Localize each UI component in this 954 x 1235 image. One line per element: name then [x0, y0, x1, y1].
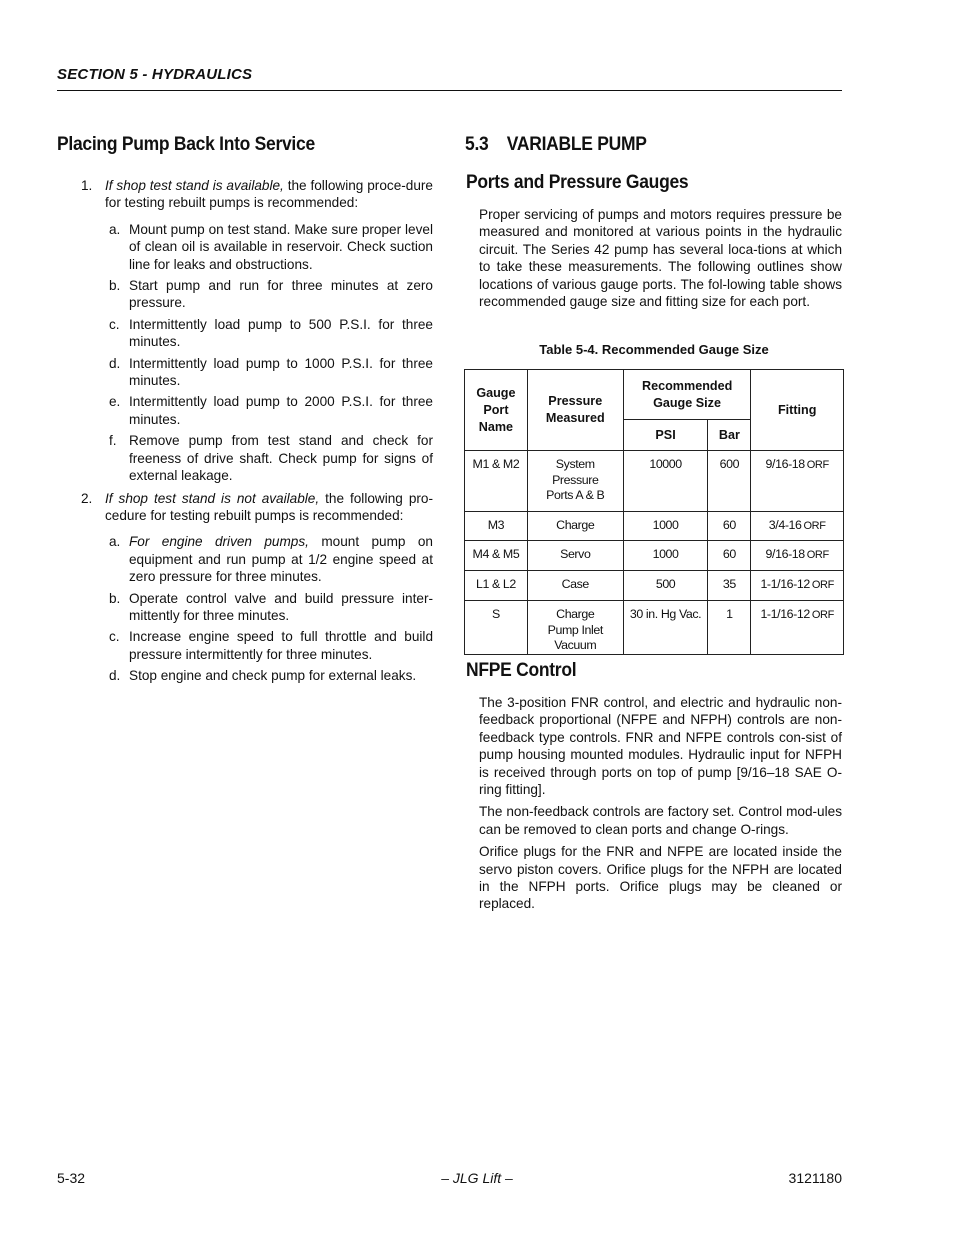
header-pressure: Pressure Measured	[527, 370, 623, 451]
item-number: 1.	[81, 178, 93, 193]
cell-pressure: System Pressure Ports A & B	[527, 451, 623, 512]
sub-item	[57, 590, 433, 625]
sub-item	[57, 316, 433, 351]
cell-pressure: Charge	[527, 512, 623, 541]
sub-letter: d.	[109, 668, 121, 684]
cell-fitting: 1-1/16-12 ORF	[751, 601, 844, 655]
sub-lead: For engine driven pumps,	[129, 534, 309, 550]
sub-letter: c.	[109, 316, 120, 332]
sub-item	[57, 432, 433, 484]
sub-text: Start pump and run for three minutes at zero pressure.	[129, 278, 433, 311]
gauge-table	[464, 369, 844, 655]
cell-pressure: Case	[527, 571, 623, 601]
cell-psi: 1000	[623, 541, 708, 571]
cell-port: M3	[465, 512, 528, 541]
header-psi: PSI	[623, 420, 708, 451]
header-bar: Bar	[708, 420, 751, 451]
header-recommended: Recommended Gauge Size	[623, 370, 751, 420]
cell-psi: 1000	[623, 512, 708, 541]
cell-fitting: 9/16-18 ORF	[751, 541, 844, 571]
table-row	[465, 601, 844, 655]
table-row	[465, 451, 844, 512]
table-caption: Table 5-4. Recommended Gauge Size	[539, 342, 769, 357]
sub-text: Stop engine and check pump for external leaks.	[129, 668, 417, 684]
cell-pressure: Servo	[527, 541, 623, 571]
table-row	[465, 541, 844, 571]
sub-letter: b.	[109, 278, 121, 294]
sub-text: Mount pump on test stand. Make sure proper level of clean oil is available in reservoir. Check suction line for leaks and obstructions.	[129, 221, 433, 272]
cell-bar: 35	[708, 571, 751, 601]
list-item-1	[57, 177, 433, 212]
nfpe-paragraph: The 3-position FNR control, and electric and hydraulic non-feedback proportional (NFPE and NFPH) controls are non-feedback type controls. FNR and NFPE controls con-sist of pump housing mounted modules. Hydraulic input for NFPH is received through ports on top of pump [9/16–18 SAE O-ring fitting].	[479, 695, 842, 798]
cell-fitting: 1-1/16-12 ORF	[751, 571, 844, 601]
cell-psi: 10000	[623, 451, 708, 512]
sub-item	[57, 355, 433, 390]
sub-letter: e.	[109, 394, 121, 410]
header-port: Gauge Port Name	[465, 370, 528, 451]
cell-port: M4 & M5	[465, 541, 528, 571]
sub-text: Increase engine speed to full throttle and build pressure intermittently for three minutes.	[129, 629, 433, 662]
heading-ports-gauges: Ports and Pressure Gauges	[466, 172, 689, 193]
item-lead: If shop test stand is not available,	[105, 490, 320, 506]
sub-letter: f.	[109, 433, 117, 449]
cell-bar: 600	[708, 451, 751, 512]
item-lead: If shop test stand is available,	[105, 178, 284, 193]
header-rule	[57, 90, 842, 91]
nfpe-paragraph: The non-feedback controls are factory set. Control mod-ules can be removed to clean ports and change O-rings.	[479, 804, 842, 837]
section-header: SECTION 5 - HYDRAULICS	[57, 66, 253, 83]
cell-fitting: 3/4-16 ORF	[751, 512, 844, 541]
sub-item	[57, 533, 433, 585]
sub-letter: a.	[109, 534, 121, 550]
sub-text: Intermittently load pump to 2000 P.S.I. for three minutes.	[129, 394, 433, 427]
cell-psi: 30 in. Hg Vac.	[623, 601, 708, 655]
item-number: 2.	[81, 490, 93, 506]
sub-letter: a.	[109, 221, 121, 237]
nfpe-paragraph: Orifice plugs for the FNR and NFPE are located inside the servo piston covers. Orifice plugs for the NFPH are located in the NFPH ports. Orifice plugs may be cleaned or replaced.	[479, 844, 842, 912]
cell-fitting: 9/16-18 ORF	[751, 451, 844, 512]
table-body	[465, 451, 844, 655]
sub-letter: d.	[109, 355, 121, 371]
heading-placing-pump: Placing Pump Back Into Service	[57, 134, 315, 155]
footer-brand: – JLG Lift –	[441, 1170, 513, 1186]
sub-text: Intermittently load pump to 1000 P.S.I. for three minutes.	[129, 355, 433, 389]
sub-item	[57, 628, 433, 663]
cell-pressure: Charge Pump Inlet Vacuum	[527, 601, 623, 655]
sub-item	[57, 277, 433, 312]
list-item-2	[57, 490, 433, 525]
heading-variable-pump	[465, 134, 647, 156]
item-text: the following proce-dure for testing rebuilt pumps is recommended:	[105, 178, 433, 211]
cell-bar: 1	[708, 601, 751, 655]
cell-bar: 60	[708, 512, 751, 541]
cell-port: S	[465, 601, 528, 655]
sub-item	[57, 393, 433, 428]
cell-port: M1 & M2	[465, 451, 528, 512]
sub-text: Remove pump from test stand and check for freeness of drive shaft. Check pump for signs of external leakage.	[129, 433, 433, 484]
heading-nfpe: NFPE Control	[466, 660, 577, 681]
ports-paragraph: Proper servicing of pumps and motors requires pressure be measured and monitored at various points in the hydraulic circuit. The Series 42 pump has several loca-tions at which to take these measurements. The following outlines show locations of various gauge ports. The fol-lowing table shows recommended gauge size and fitting size for each port.	[479, 207, 842, 310]
sub-list-1	[57, 221, 433, 485]
cell-port: L1 & L2	[465, 571, 528, 601]
table-row	[465, 512, 844, 541]
sub-item	[57, 667, 433, 684]
sub-text: Operate control valve and build pressure inter-mittently for three minutes.	[129, 590, 433, 623]
header-fitting: Fitting	[751, 370, 844, 451]
item-text: the following pro-cedure for testing rebuilt pumps is recommended:	[105, 490, 433, 523]
document-number: 3121180	[788, 1170, 842, 1186]
cell-psi: 500	[623, 571, 708, 601]
sub-text: mount pump on equipment and run pump at 1/2 engine speed at zero pressure for three minutes.	[129, 534, 433, 585]
sub-text: Intermittently load pump to 500 P.S.I. for three minutes.	[129, 316, 433, 350]
sub-letter: b.	[109, 590, 121, 606]
table-header-row	[465, 370, 844, 420]
left-column	[57, 177, 433, 689]
table-row	[465, 571, 844, 601]
ports-section	[479, 206, 842, 315]
sub-list-2	[57, 533, 433, 684]
sub-letter: c.	[109, 629, 120, 645]
sub-item	[57, 221, 433, 273]
nfpe-section	[479, 694, 842, 918]
section-title: 5.3 VARIABLE PUMP	[465, 134, 647, 155]
cell-bar: 60	[708, 541, 751, 571]
page-number: 5-32	[57, 1170, 86, 1186]
